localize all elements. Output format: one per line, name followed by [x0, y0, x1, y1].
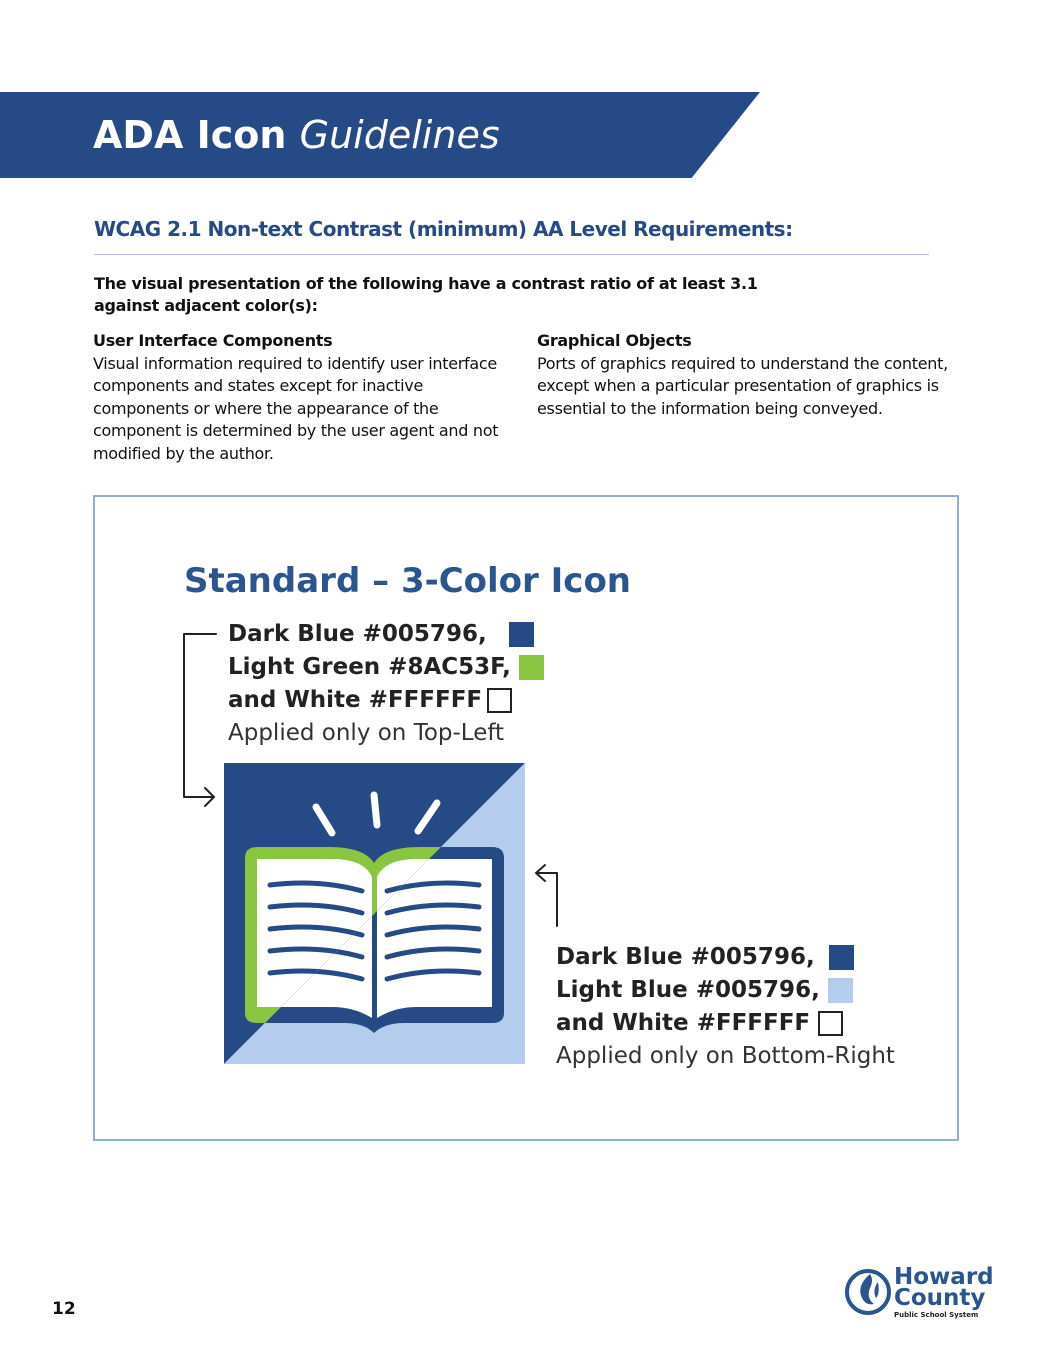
- logo-word-howard: Howard: [894, 1264, 994, 1290]
- bottom-right-light-blue-label: Light Blue #005796,: [556, 977, 820, 1003]
- bottom-right-note-text: Applied only on Bottom-Right: [556, 1043, 895, 1069]
- page-number: 12: [52, 1299, 76, 1319]
- intro-text: The visual presentation of the following have a contrast ratio of at least 3.1 against adjacent color(s):: [94, 274, 758, 315]
- logo-subtitle: Public School System: [894, 1311, 979, 1319]
- graphical-objects-title: Graphical Objects: [537, 331, 692, 350]
- top-left-light-green-label: Light Green #8AC53F,: [228, 654, 511, 680]
- bottom-right-dark-blue-label: Dark Blue #005796,: [556, 944, 815, 970]
- bottom-right-white-label: and White #FFFFFF: [556, 1010, 811, 1036]
- page-title-bold: ADA Icon: [93, 113, 287, 157]
- standard-icon-title: Standard – 3-Color Icon: [184, 561, 632, 601]
- bottom-right-callout-line: [537, 873, 557, 926]
- flame-logo-icon: [844, 1268, 892, 1316]
- page-title-italic: Guidelines: [299, 113, 500, 157]
- ui-components-title: User Interface Components: [93, 331, 333, 350]
- top-left-white-label: and White #FFFFFF: [228, 687, 483, 713]
- open-book-icon: [224, 763, 525, 1064]
- logo-word-county: County: [894, 1285, 986, 1311]
- top-left-note-text: Applied only on Top-Left: [228, 720, 505, 746]
- section-subhead: WCAG 2.1 Non-text Contrast (minimum) AA Level Requirements:: [94, 217, 793, 241]
- top-left-dark-blue-label: Dark Blue #005796,: [228, 621, 487, 647]
- graphical-objects-body: Ports of graphics required to understand the content, except when a particular presentation of graphics is essential to the information being conveyed.: [537, 353, 948, 418]
- top-left-callout-line: [184, 634, 216, 797]
- ui-components-body: Visual information required to identify user interface components and states except for inactive components or where the appearance of the component is determined by the user agent and not modified by the author.: [93, 353, 499, 463]
